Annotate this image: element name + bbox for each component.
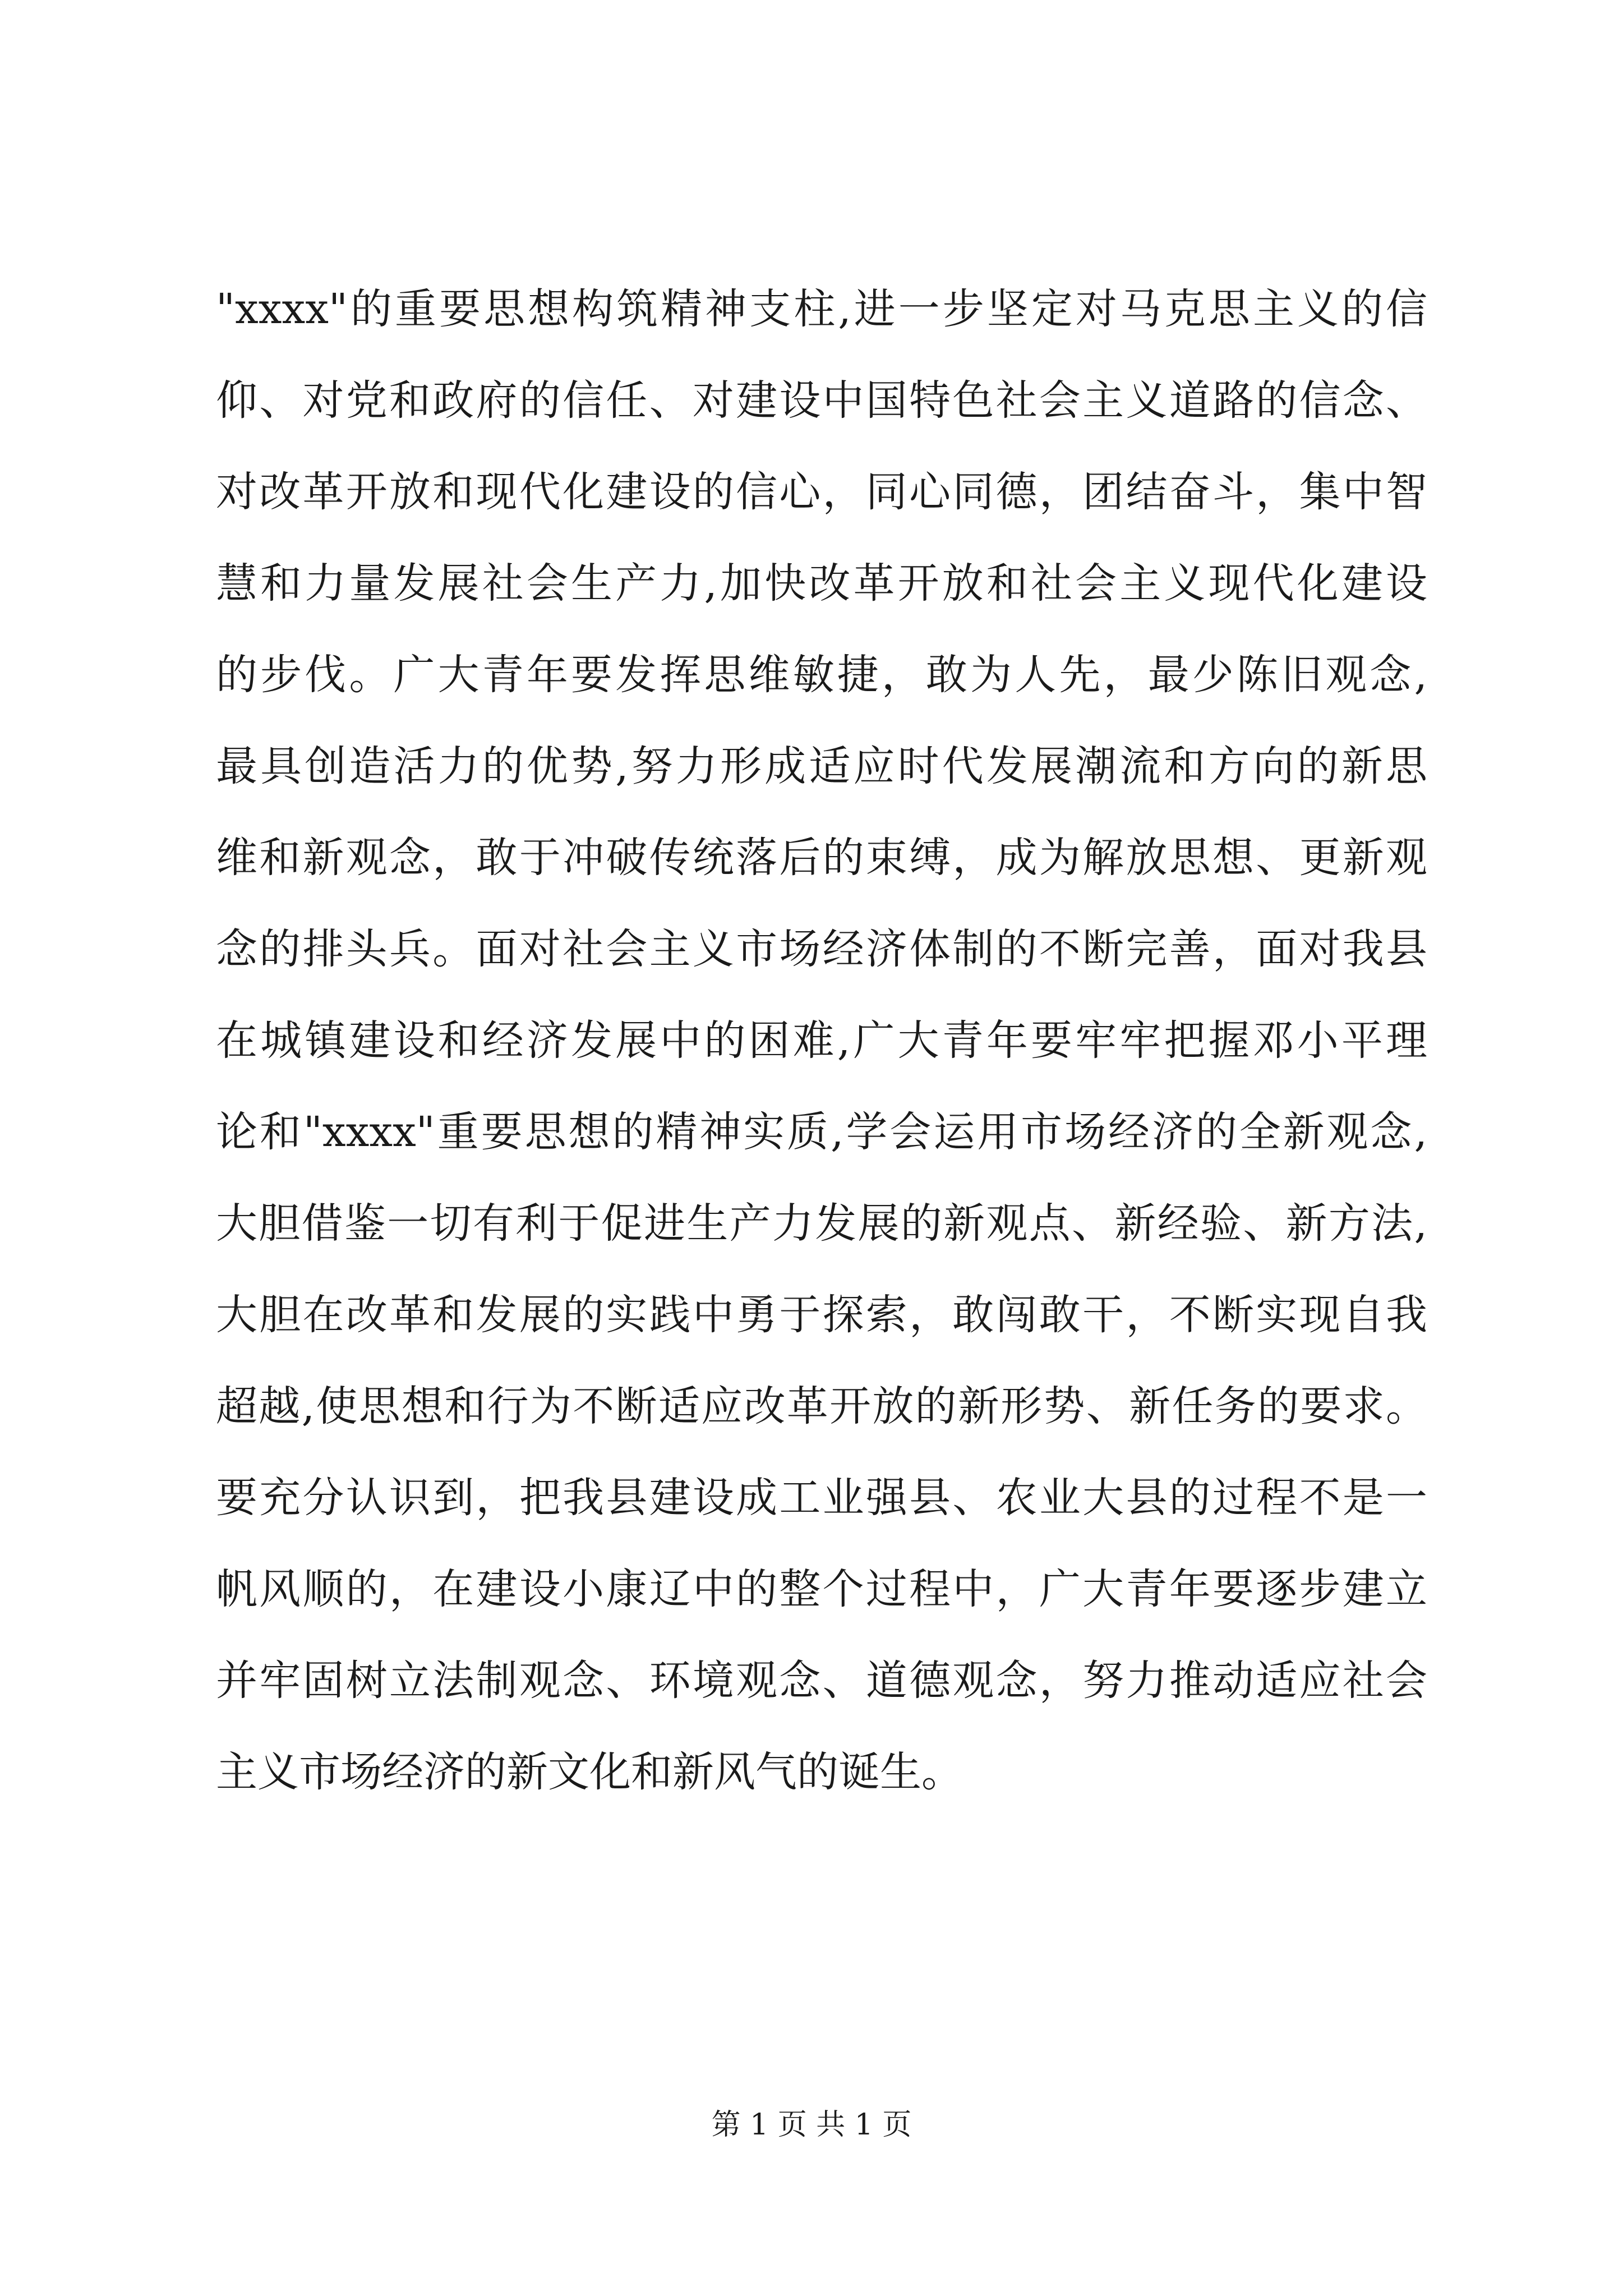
text-line: "xxxx"的重要思想构筑精神支柱,进一步坚定对马克思主义的信 <box>216 285 1427 333</box>
text-line: 大胆借鉴一切有利于促进生产力发展的新观点、新经验、新方法, <box>216 1199 1427 1248</box>
text-line: 在城镇建设和经济发展中的困难,广大青年要牢牢把握邓小平理 <box>216 1016 1427 1065</box>
text-line: 维和新观念，敢于冲破传统落后的束缚，成为解放思想、更新观 <box>216 834 1427 882</box>
text-line: 仰、对党和政府的信任、对建设中国特色社会主义道路的信念、 <box>216 376 1427 425</box>
text-line: 帆风顺的，在建设小康辽中的整个过程中，广大青年要逐步建立 <box>216 1565 1427 1613</box>
page-footer <box>0 2101 1623 2143</box>
text-line: 超越,使思想和行为不断适应改革开放的新形势、新任务的要求。 <box>216 1382 1427 1430</box>
text-line: 大胆在改革和发展的实践中勇于探索，敢闯敢干，不断实现自我 <box>216 1291 1427 1339</box>
text-line: 最具创造活力的优势,努力形成适应时代发展潮流和方向的新思 <box>216 742 1427 790</box>
text-line: 要充分认识到，把我县建设成工业强县、农业大县的过程不是一 <box>216 1474 1427 1522</box>
text-line: 并牢固树立法制观念、环境观念、道德观念，努力推动适应社会 <box>216 1657 1427 1705</box>
text-line: 慧和力量发展社会生产力,加快改革开放和社会主义现代化建设 <box>216 559 1427 608</box>
text-line: 念的排头兵。面对社会主义市场经济体制的不断完善，面对我县 <box>216 925 1427 973</box>
text-line: 论和"xxxx"重要思想的精神实质,学会运用市场经济的全新观念, <box>216 1108 1427 1156</box>
body-paragraph <box>216 264 1427 1818</box>
page-number: 第 1 页 共 1 页 <box>711 2108 912 2142</box>
text-line: 对改革开放和现代化建设的信心，同心同德，团结奋斗，集中智 <box>216 468 1427 516</box>
text-line: 主义市场经济的新文化和新风气的诞生。 <box>216 1748 963 1796</box>
text-line: 的步伐。广大青年要发挥思维敏捷，敢为人先，最少陈旧观念, <box>216 651 1427 699</box>
